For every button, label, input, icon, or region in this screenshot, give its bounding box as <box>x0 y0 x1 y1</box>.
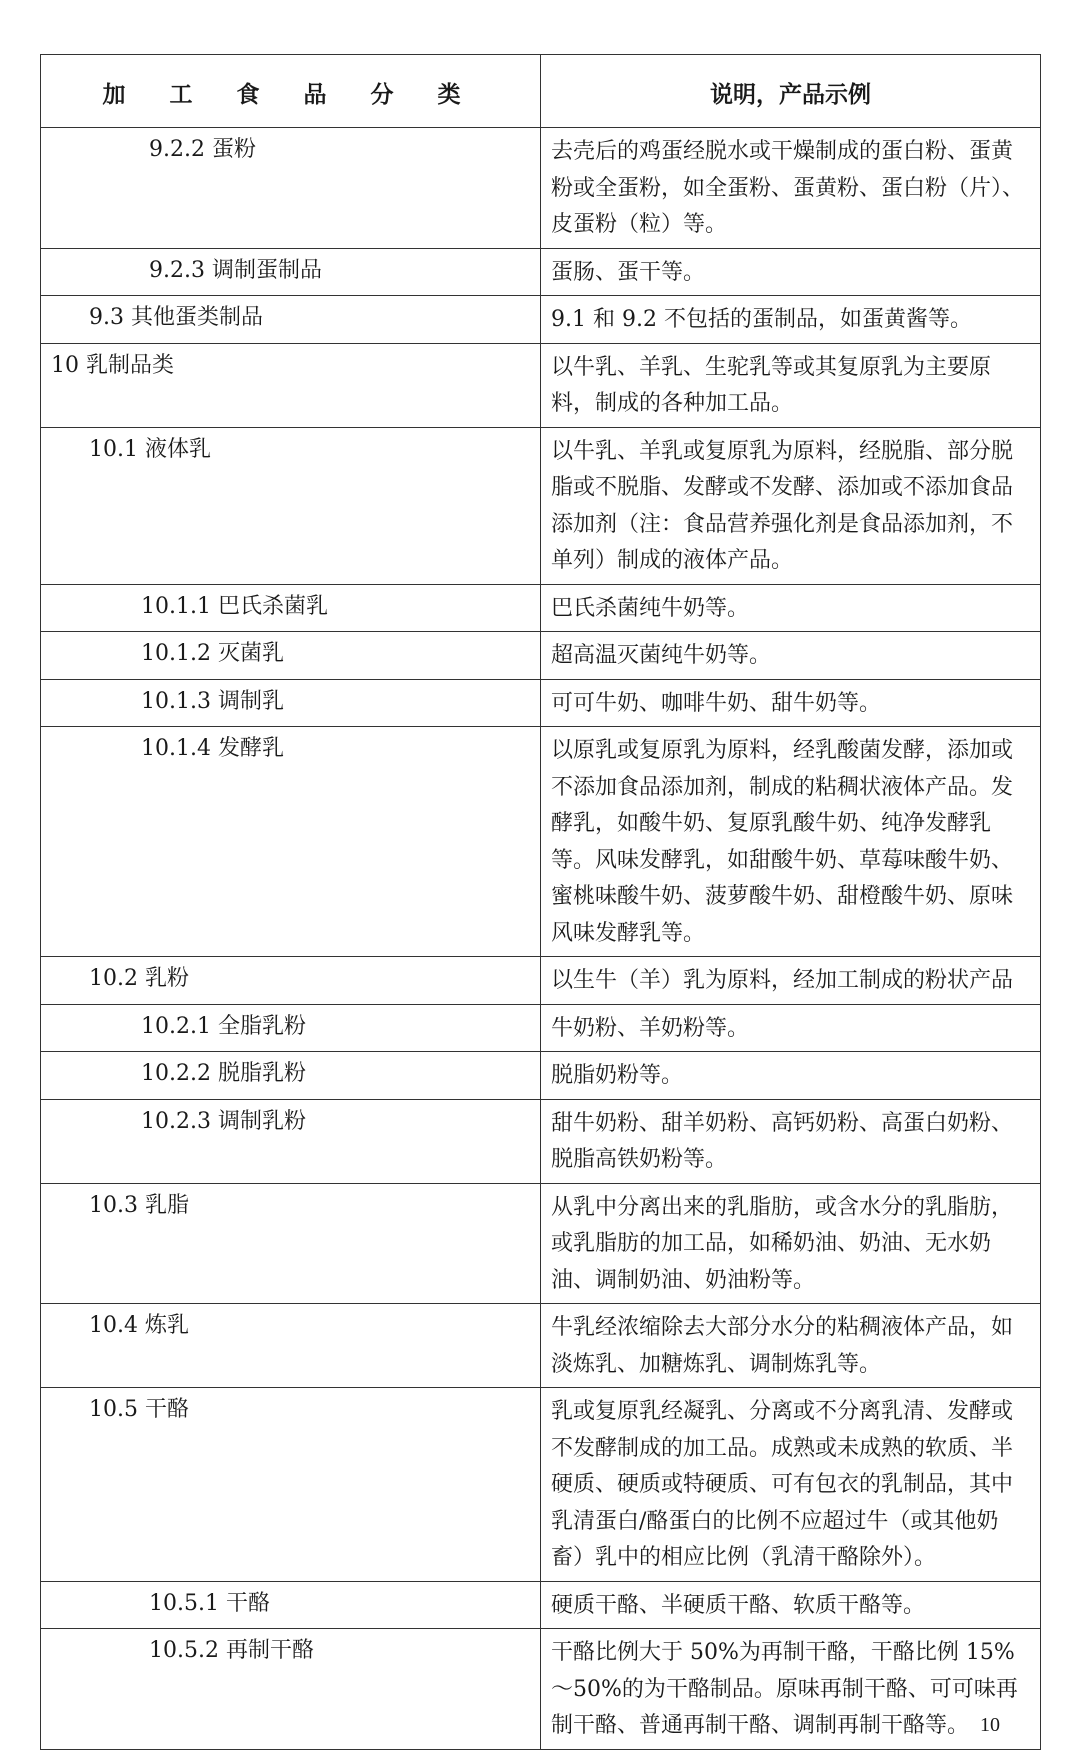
table-row <box>41 1388 1041 1582</box>
category-name: 10.4 炼乳 <box>41 1304 541 1388</box>
category-description: 甜牛奶粉、甜羊奶粉、高钙奶粉、高蛋白奶粉、脱脂高铁奶粉等。 <box>541 1099 1041 1183</box>
category-description: 从乳中分离出来的乳脂肪，或含水分的乳脂肪，或乳脂肪的加工品，如稀奶油、奶油、无水奶油、调制奶油、奶油粉等。 <box>541 1183 1041 1304</box>
category-name: 9.2.3 调制蛋制品 <box>41 248 541 296</box>
category-description: 牛乳经浓缩除去大部分水分的粘稠液体产品，如淡炼乳、加糖炼乳、调制炼乳等。 <box>541 1304 1041 1388</box>
category-name: 10.5.1 干酪 <box>41 1581 541 1629</box>
food-category-table <box>40 54 1041 1750</box>
category-name: 10.1.3 调制乳 <box>41 679 541 727</box>
category-name: 10.2.3 调制乳粉 <box>41 1099 541 1183</box>
table-row <box>41 343 1041 427</box>
category-description: 9.1 和 9.2 不包括的蛋制品，如蛋黄酱等。 <box>541 296 1041 344</box>
table-row <box>41 1004 1041 1052</box>
category-name: 10.2 乳粉 <box>41 957 541 1005</box>
category-name: 10.5.2 再制干酪 <box>41 1629 541 1750</box>
category-description: 乳或复原乳经凝乳、分离或不分离乳清、发酵或不发酵制成的加工品。成熟或未成熟的软质、半硬质、硬质或特硬质、可有包衣的乳制品，其中乳清蛋白/酪蛋白的比例不应超过牛（或其他奶畜）乳中的相应比例（乳清干酪除外）。 <box>541 1388 1041 1582</box>
page-number: 10 <box>980 1714 1000 1736</box>
table-row <box>41 727 1041 957</box>
category-name: 10.2.1 全脂乳粉 <box>41 1004 541 1052</box>
category-description: 以牛乳、羊乳或复原乳为原料，经脱脂、部分脱脂或不脱脂、发酵或不发酵、添加或不添加食品添加剂（注：食品营养强化剂是食品添加剂，不单列）制成的液体产品。 <box>541 427 1041 584</box>
category-name: 10.1.1 巴氏杀菌乳 <box>41 584 541 632</box>
table-row <box>41 584 1041 632</box>
category-description: 去壳后的鸡蛋经脱水或干燥制成的蛋白粉、蛋黄粉或全蛋粉，如全蛋粉、蛋黄粉、蛋白粉（片）、皮蛋粉（粒）等。 <box>541 128 1041 249</box>
category-name: 10.5 干酪 <box>41 1388 541 1582</box>
category-name: 10.1 液体乳 <box>41 427 541 584</box>
table-row <box>41 1052 1041 1100</box>
category-description: 蛋肠、蛋干等。 <box>541 248 1041 296</box>
category-description: 牛奶粉、羊奶粉等。 <box>541 1004 1041 1052</box>
category-description: 硬质干酪、半硬质干酪、软质干酪等。 <box>541 1581 1041 1629</box>
table-row <box>41 1304 1041 1388</box>
category-description: 干酪比例大于 50%为再制干酪，干酪比例 15%～50%的为干酪制品。原味再制干酪、可可味再制干酪、普通再制干酪、调制再制干酪等。 <box>541 1629 1041 1750</box>
table-row <box>41 1099 1041 1183</box>
category-description: 以牛乳、羊乳、生驼乳等或其复原乳为主要原料，制成的各种加工品。 <box>541 343 1041 427</box>
table-row <box>41 1629 1041 1750</box>
category-description: 以生牛（羊）乳为原料，经加工制成的粉状产品 <box>541 957 1041 1005</box>
table-row <box>41 679 1041 727</box>
table-header-row <box>41 55 1041 128</box>
category-name: 10 乳制品类 <box>41 343 541 427</box>
category-name: 10.1.4 发酵乳 <box>41 727 541 957</box>
category-description: 可可牛奶、咖啡牛奶、甜牛奶等。 <box>541 679 1041 727</box>
table-row <box>41 248 1041 296</box>
category-name: 9.3 其他蛋类制品 <box>41 296 541 344</box>
table-row <box>41 128 1041 249</box>
table-row <box>41 427 1041 584</box>
category-name: 10.3 乳脂 <box>41 1183 541 1304</box>
category-name: 10.1.2 灭菌乳 <box>41 632 541 680</box>
category-description: 超高温灭菌纯牛奶等。 <box>541 632 1041 680</box>
category-name: 9.2.2 蛋粉 <box>41 128 541 249</box>
category-description: 巴氏杀菌纯牛奶等。 <box>541 584 1041 632</box>
category-description: 以原乳或复原乳为原料，经乳酸菌发酵，添加或不添加食品添加剂，制成的粘稠状液体产品。发酵乳，如酸牛奶、复原乳酸牛奶、纯净发酵乳等。风味发酵乳，如甜酸牛奶、草莓味酸牛奶、蜜桃味酸牛奶、菠萝酸牛奶、甜橙酸牛奶、原味风味发酵乳等。 <box>541 727 1041 957</box>
table-row <box>41 1581 1041 1629</box>
category-name: 10.2.2 脱脂乳粉 <box>41 1052 541 1100</box>
column-header-category: 加 工 食 品 分 类 <box>41 55 541 128</box>
table-row <box>41 1183 1041 1304</box>
table-row <box>41 957 1041 1005</box>
table-row <box>41 296 1041 344</box>
table-row <box>41 632 1041 680</box>
category-description: 脱脂奶粉等。 <box>541 1052 1041 1100</box>
column-header-description: 说明，产品示例 <box>541 55 1041 128</box>
